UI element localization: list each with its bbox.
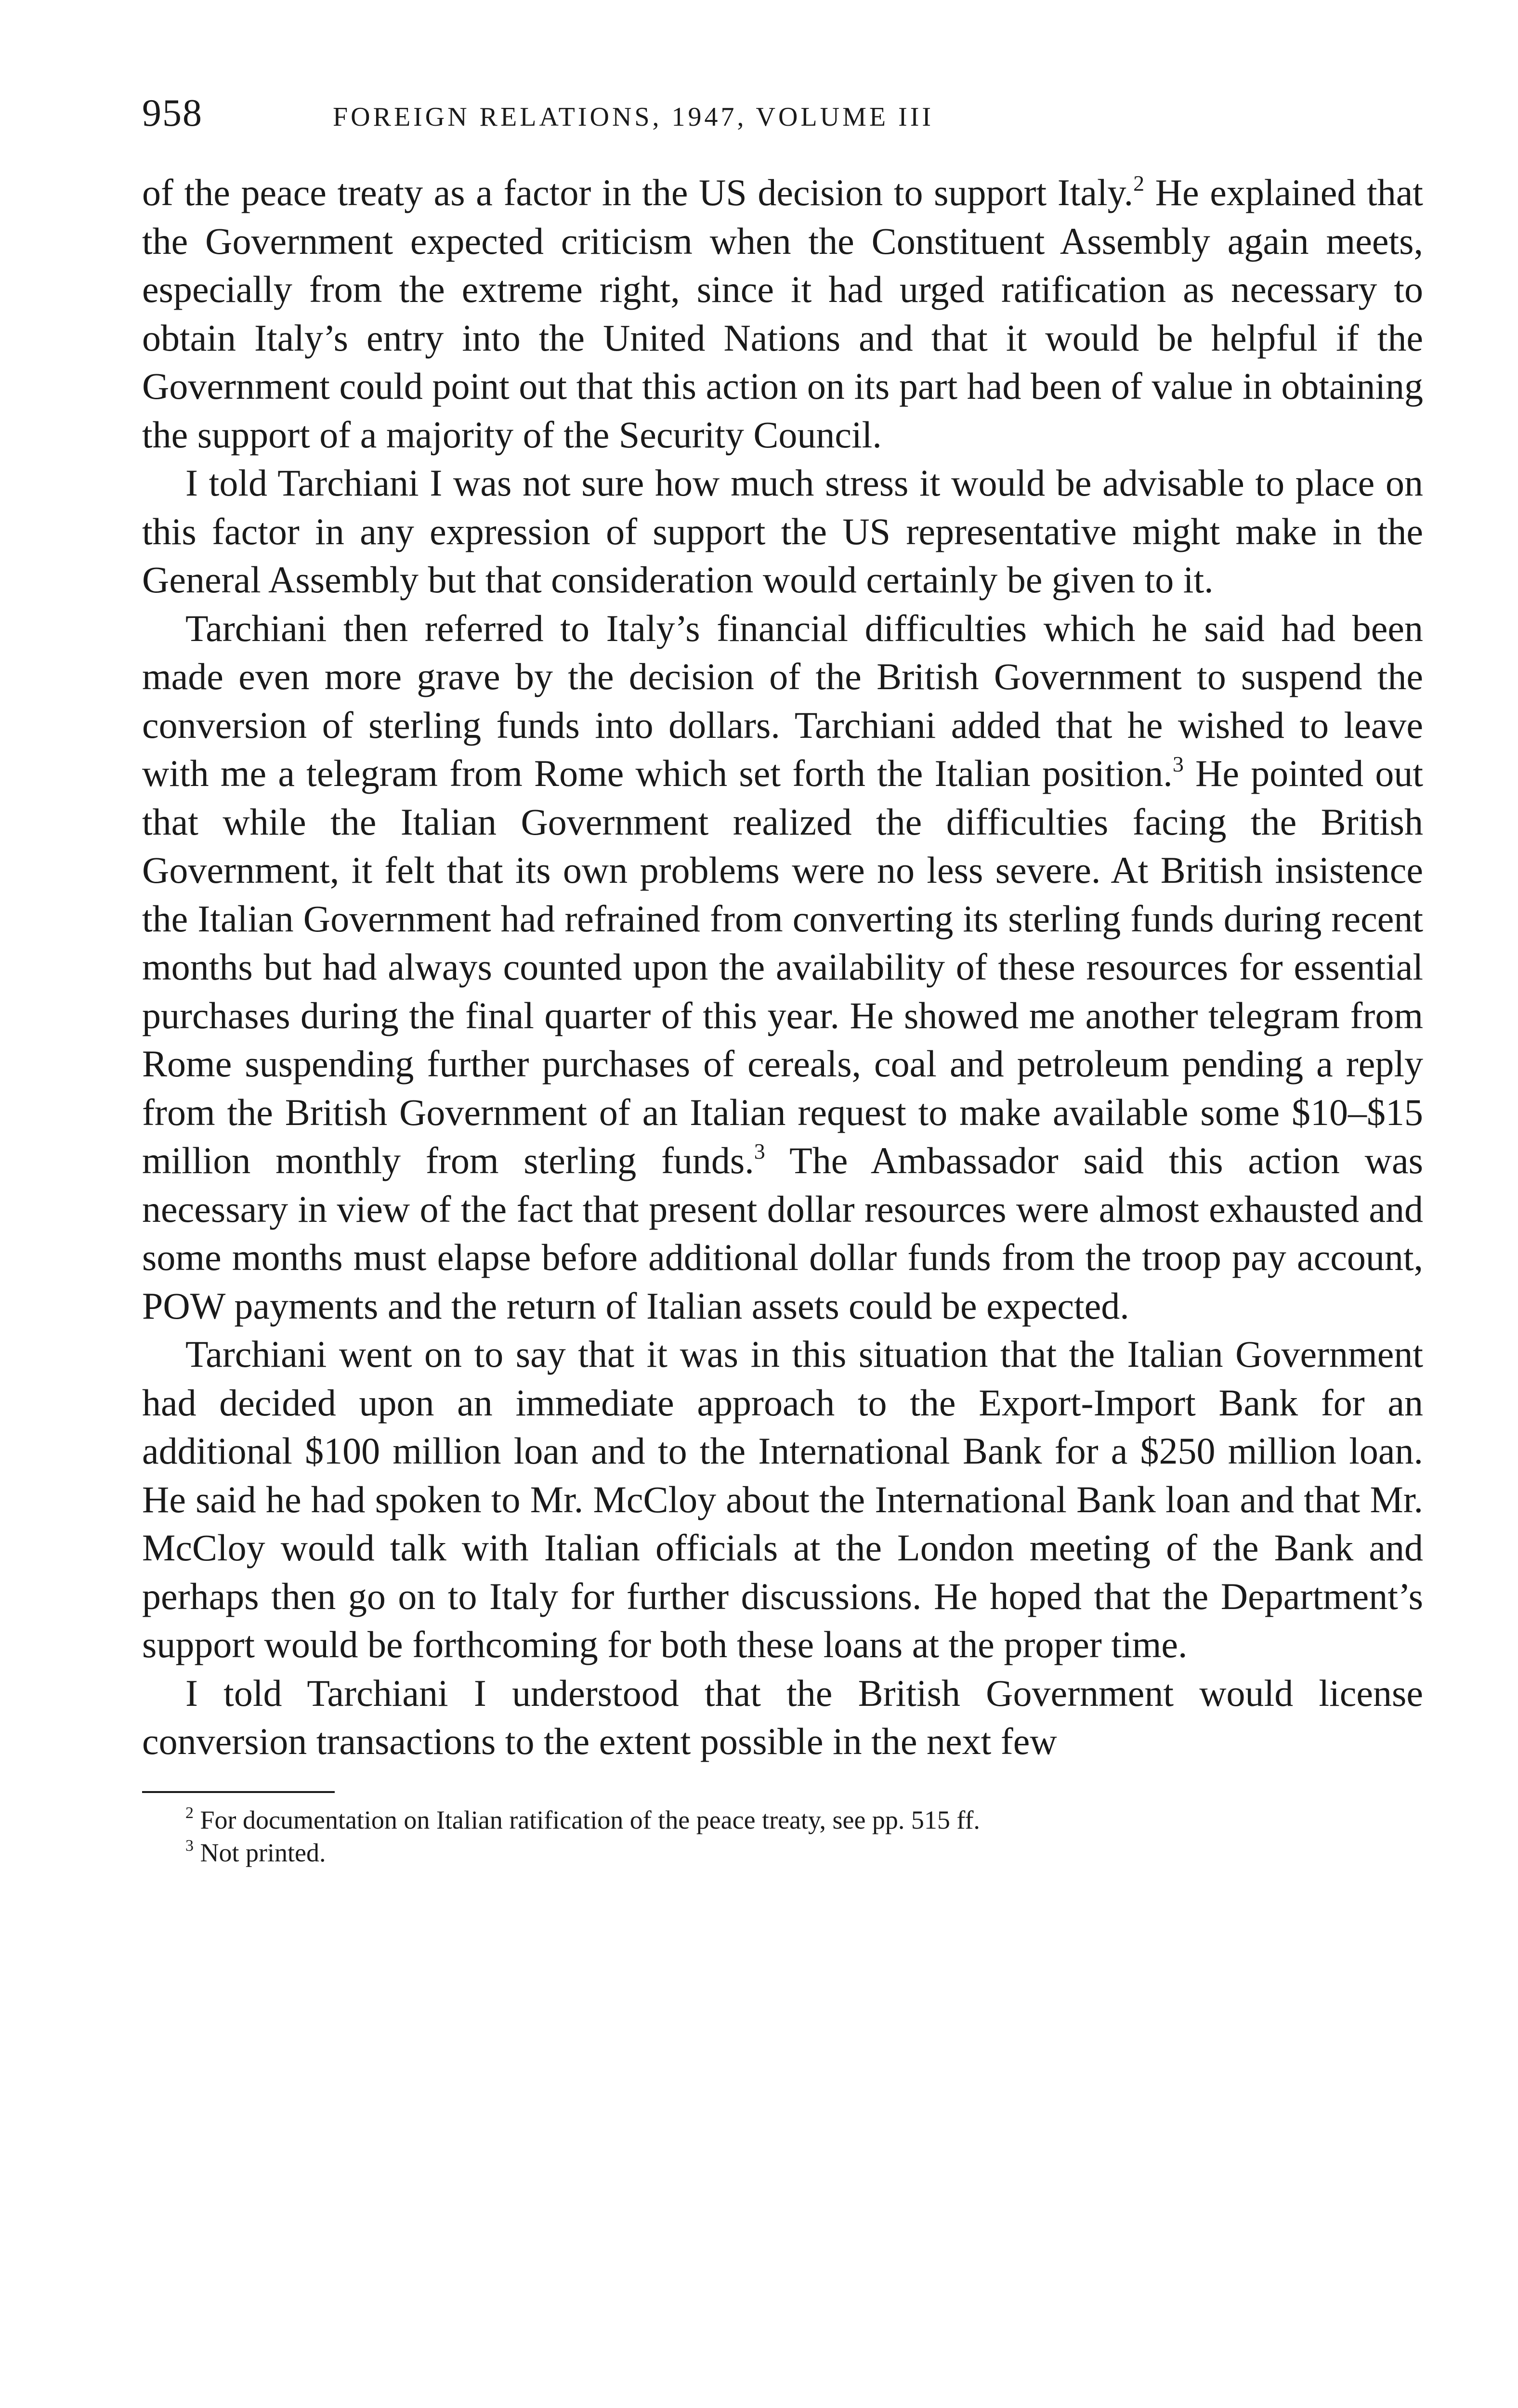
paragraph-3-text-cont: He pointed out that while the Italian Government realized the difficulties facing the British Government, it felt that its own problems were no less severe. At British insistence the Italian Government had refrained from converting its sterling funds during recent months but had always counted upon the availability of these resources for essential purchases during the final quarter of this year. He showed me another telegram from Rome suspending further purchases of cereals, coal and petroleum pending a reply from the British Government of an Italian request to make available some $10–$15 million monthly from sterling funds. — [142, 752, 1423, 1181]
footnote-3 — [142, 1836, 1423, 1869]
paragraph-5-text: I told Tarchiani I understood that the British Government would license conversion transactions to the extent possible in the next few — [142, 1672, 1423, 1762]
footnotes — [142, 1804, 1423, 1869]
paragraph-5 — [142, 1669, 1423, 1766]
running-head — [142, 92, 1423, 144]
running-title: FOREIGN RELATIONS, 1947, VOLUME III — [333, 102, 934, 132]
paragraph-4 — [142, 1330, 1423, 1669]
paragraph-2-text: I told Tarchiani I was not sure how much stress it would be advisable to place on this factor in any expression of support the US representative might make in the General Assembly but that consideration would certainly be given to it. — [142, 462, 1423, 601]
footnote-3-marker: 3 — [185, 1836, 194, 1855]
footnote-2 — [142, 1804, 1423, 1836]
footnote-ref-3: 3 — [1172, 752, 1184, 776]
paragraph-1 — [142, 169, 1423, 459]
footnote-2-marker: 2 — [185, 1804, 194, 1822]
footnote-divider — [142, 1791, 335, 1793]
paragraph-3 — [142, 604, 1423, 1331]
paragraph-1-text-cont: He explained that the Government expected criticism when the Constituent Assembly again meets, especially from the extreme right, since it had urged ratification as necessary to obtain Italy’s entry into the United Nations and that it would be helpful if the Government could point out that this action on its part had been of value in obtaining the support of a majority of the Security Council. — [142, 171, 1423, 456]
document-page — [142, 92, 1423, 1869]
paragraph-3-text: Tarchiani then referred to Italy’s financial difficulties which he said had been made even more grave by the decision of the British Government to suspend the conversion of sterling funds into dollars. Tarchiani added that he wished to leave with me a telegram from Rome which set forth the Italian position. — [142, 607, 1423, 794]
footnote-3-text: Not printed. — [194, 1838, 326, 1867]
footnote-2-text: For documentation on Italian ratification of the peace treaty, see pp. 515 ff. — [194, 1805, 980, 1834]
paragraph-4-text: Tarchiani went on to say that it was in this situation that the Italian Government had decided upon an immediate approach to the Export-Import Bank for an additional $100 million loan and to the International Bank for a $250 million loan. He said he had spoken to Mr. McCloy about the International Bank loan and that Mr. McCloy would talk with Italian officials at the London meeting of the Bank and perhaps then go on to Italy for further discussions. He hoped that the Department’s support would be forthcoming for both these loans at the proper time. — [142, 1333, 1423, 1665]
body-text — [142, 169, 1423, 1766]
paragraph-3-text-end: The Ambassador said this action was necessary in view of the fact that present dollar resources were almost exhausted and some months must elapse before additional dollar funds from the troop pay account, POW payments and the return of Italian assets could be expected. — [142, 1139, 1423, 1327]
footnote-ref-2: 2 — [1133, 171, 1145, 196]
page-number: 958 — [142, 92, 203, 134]
paragraph-1-text: of the peace treaty as a factor in the US decision to support Italy. — [142, 171, 1134, 213]
footnote-ref-3-second: 3 — [754, 1139, 765, 1164]
paragraph-2 — [142, 459, 1423, 604]
